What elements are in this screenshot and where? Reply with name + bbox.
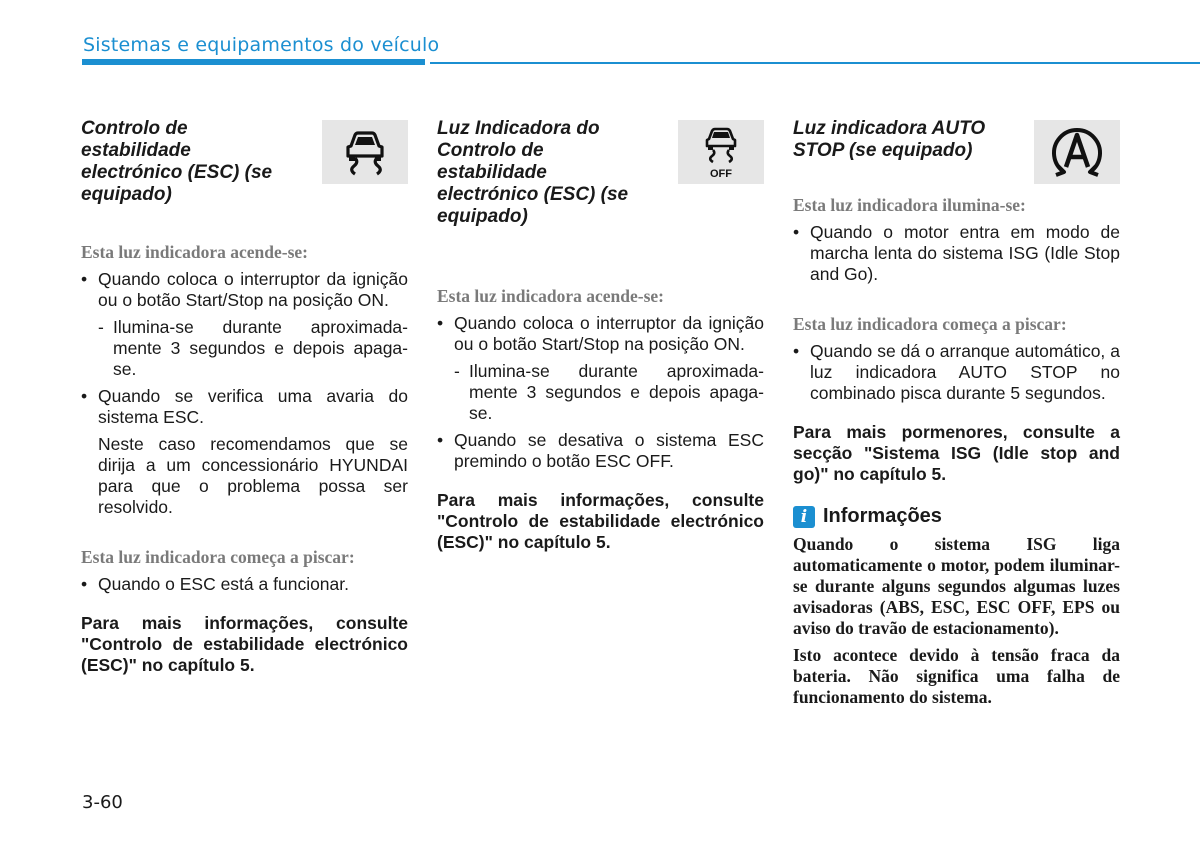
column-esc-off-head — [437, 118, 764, 228]
column-esc — [81, 118, 408, 676]
esc-bullet-working: • Quando o ESC está a funcionar. — [81, 574, 408, 595]
esc-dash-3s: - Ilumina-se durante aproximada-mente 3 segundos e depois apaga-se. — [81, 317, 408, 380]
auto-stop-see-section: Para mais pormenores, consulte a secção "Sistema ISG (Idle stop and go)" no capítulo 5. — [793, 422, 1120, 484]
esc-heading: Controlo de estabilidade electrónico (ESC) (se equipado) — [81, 118, 273, 205]
auto-stop-sub-lights: Esta luz indicadora ilumina-se: — [793, 195, 1026, 215]
auto-stop-bullet-restart: • Quando se dá o arranque automático, a luz indicadora AUTO STOP no combinado pisca durante 5 segundos. — [793, 341, 1120, 404]
esc-off-icon — [678, 120, 764, 184]
header-rule-thin — [430, 62, 1200, 64]
info-paragraph-1: Quando o sistema ISG liga automaticamente o motor, podem iluminar-se durante alguns segundos algumas luzes avisadoras (ABS, ESC, ESC OFF, EPS ou aviso do travão de estacionamento). — [793, 534, 1120, 638]
esc-off-dash-3s: - Ilumina-se durante aproximada-mente 3 segundos e depois apaga-se. — [437, 361, 764, 424]
esc-skid-car-icon — [322, 120, 408, 184]
column-auto-stop-head — [793, 118, 1120, 184]
esc-off-heading: Luz Indicadora do Controlo de estabilidade electrónico (ESC) (se equipado) — [437, 118, 629, 227]
header-rule-thick — [82, 59, 425, 65]
auto-stop-bullet-idle: • Quando o motor entra em modo de marcha lenta do sistema ISG (Idle Stop and Go). — [793, 222, 1120, 285]
esc-off-bullet-ignition: • Quando coloca o interruptor da ignição ou o botão Start/Stop na posição ON. — [437, 313, 764, 355]
column-auto-stop — [793, 118, 1120, 708]
esc-off-bullet-button: • Quando se desativa o sistema ESC premindo o botão ESC OFF. — [437, 430, 764, 472]
esc-sub-lights: Esta luz indicadora acende-se: — [81, 242, 309, 262]
info-title: Informações — [823, 505, 942, 527]
column-esc-head — [81, 118, 408, 206]
info-header — [793, 505, 1120, 528]
auto-stop-icon — [1034, 120, 1120, 184]
info-icon: i — [793, 506, 815, 528]
esc-see-chapter: Para mais informações, consulte "Controlo de estabilidade electrónico (ESC)" no capítulo 5. — [81, 613, 408, 675]
auto-stop-heading: Luz indicadora AUTO STOP (se equipado) — [793, 118, 986, 161]
column-esc-off — [437, 118, 764, 553]
esc-off-see-chapter: Para mais informações, consulte "Controlo de estabilidade electrónico (ESC)" no capítulo 5. — [437, 490, 764, 552]
section-header-title: Sistemas e equipamentos do veículo — [83, 34, 440, 56]
esc-off-icon-label: OFF — [710, 168, 732, 179]
esc-bullet-ignition: • Quando coloca o interruptor da ignição ou o botão Start/Stop na posição ON. — [81, 269, 408, 311]
auto-stop-sub-blink: Esta luz indicadora começa a piscar: — [793, 314, 1067, 334]
esc-dealer-note: Neste caso recomendamos que se dirija a um concessionário HYUNDAI para que o problema possa ser resolvido. — [98, 434, 408, 517]
esc-bullet-fault: • Quando se verifica uma avaria do sistema ESC. — [81, 386, 408, 428]
esc-off-sub-lights: Esta luz indicadora acende-se: — [437, 286, 665, 306]
info-paragraph-2: Isto acontece devido à tensão fraca da bateria. Não significa uma falha de funcionamento do sistema. — [793, 645, 1120, 707]
esc-sub-blink: Esta luz indicadora começa a piscar: — [81, 547, 355, 567]
page-number: 3-60 — [82, 792, 123, 813]
